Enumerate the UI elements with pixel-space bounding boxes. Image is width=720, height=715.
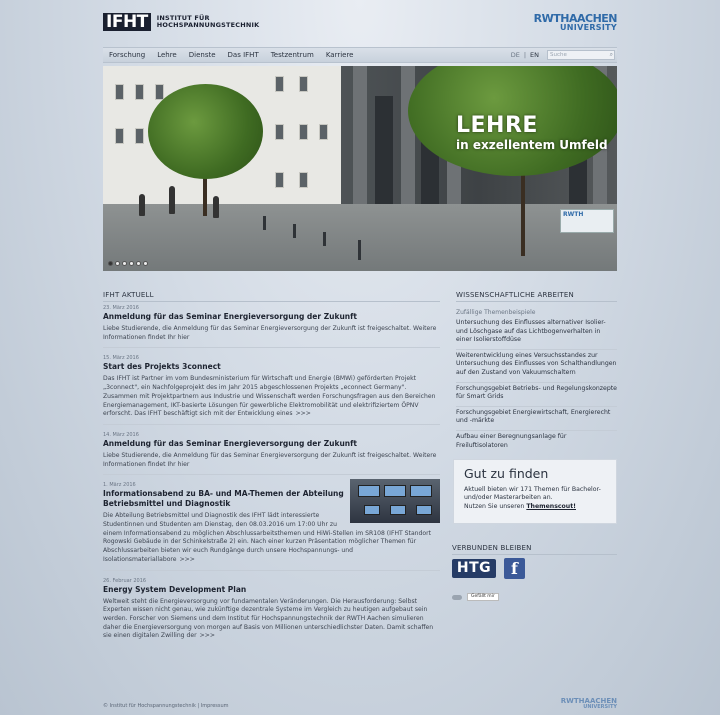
news-item xyxy=(103,431,440,475)
pedestrian xyxy=(213,196,219,218)
window xyxy=(135,128,144,144)
slider-dot-1[interactable] xyxy=(108,261,113,266)
window xyxy=(319,124,328,140)
rwth-sign: RWTH xyxy=(560,209,614,233)
slider-dot-5[interactable] xyxy=(136,261,141,266)
slider-dot-6[interactable] xyxy=(143,261,148,266)
theses-heading: WISSENSCHAFTLICHE ARBEITEN xyxy=(456,291,617,302)
lang-separator: | xyxy=(523,51,527,59)
bollard xyxy=(323,232,326,246)
thesis-link[interactable]: Aufbau einer Beregnungsanlage für Freiluftisolatoren xyxy=(456,432,567,449)
like-row xyxy=(452,593,499,601)
image-screen xyxy=(416,505,432,515)
rwth-logo-line-2: UNIVERSITY xyxy=(560,23,617,32)
search-input[interactable] xyxy=(547,50,615,60)
nav-item-forschung[interactable]: Forschung xyxy=(109,51,146,59)
bollard xyxy=(293,224,296,238)
news-title[interactable]: Anmeldung für das Seminar Energieversorgung der Zukunft xyxy=(103,438,357,448)
social-links xyxy=(452,558,525,579)
slider-dot-3[interactable] xyxy=(122,261,127,266)
logo-line-2: HOCHSPANNUNGSTECHNIK xyxy=(156,21,260,29)
facebook-icon[interactable]: f xyxy=(504,558,525,579)
news-item xyxy=(103,354,440,425)
footer-rwth-line-2: UNIVERSITY xyxy=(583,704,617,710)
theses-list xyxy=(456,304,617,454)
news-item xyxy=(103,304,440,348)
themenscout-prefix: Nutzen Sie unseren xyxy=(464,502,527,510)
page xyxy=(103,0,617,715)
image-screen xyxy=(410,485,432,497)
logo-line-1: INSTITUT FÜR xyxy=(156,13,210,22)
news-body xyxy=(103,375,440,419)
read-more-link[interactable]: >>> xyxy=(179,555,195,563)
rwth-logo[interactable] xyxy=(534,13,617,32)
themenscout-link[interactable]: Themenscout! xyxy=(526,502,576,510)
image-screen xyxy=(390,505,406,515)
news-image-control-room[interactable] xyxy=(350,479,440,523)
news-body: Liebe Studierende, die Anmeldung für das Seminar Energieversorgung der Zukunft ist freigeschaltet. Weitere Informationen findet Ihr hier xyxy=(103,325,437,341)
news-list xyxy=(103,304,440,652)
thesis-link[interactable]: Untersuchung des Einflusses alternativer Isolier- und Löschgase auf das Lichtbogenverhalten in einer Isolierstoffdüse xyxy=(456,317,617,350)
nav-item-lehre[interactable]: Lehre xyxy=(157,51,177,59)
news-body xyxy=(103,598,440,642)
pedestrian xyxy=(139,194,145,216)
news-item xyxy=(103,481,440,570)
slider-dot-2[interactable] xyxy=(115,261,120,266)
news-item xyxy=(103,577,440,647)
news-title[interactable]: Anmeldung für das Seminar Energieversorgung der Zukunft xyxy=(103,312,357,321)
nav-item-das-ifht[interactable]: Das IFHT xyxy=(227,51,259,59)
rwth-logo-line-1: RWTHAACHEN xyxy=(533,12,617,25)
window xyxy=(299,172,308,188)
thesis-link[interactable]: Weiterentwicklung eines Versuchsstandes zur Untersuchung des Einflusses von Schalthandlungen auf den Zustand von Vakuumschaltern xyxy=(456,350,617,383)
hero-title xyxy=(456,114,608,152)
read-more-link[interactable]: >>> xyxy=(199,632,215,640)
hero-ground xyxy=(103,204,617,271)
window xyxy=(155,84,164,100)
news-body-text: Das IFHT ist Partner im vom Bundesministerium für Wirtschaft und Energie (BMWi) geförderten Projekt „3connect", ein Nachfolgeprojekt des im Jahr 2015 abgeschlossenen Projekts „econnect Germany". Zusammen mit Projektpartnern aus Industrie und Wissenschaft werden Forschungsfragen aus den Bereichen Energiemanagement, IKT-basierte Lösungen für gewerbliche Elektromobilität und elektrifiziertem ÖPNV erforscht. Das IFHT beschäftigt sich mit der Entwicklung eines xyxy=(103,375,436,418)
lang-en[interactable]: EN xyxy=(530,51,539,59)
news-date: 1. März 2016 xyxy=(103,482,136,489)
hero-title-sub: in exzellentem Umfeld xyxy=(456,138,608,152)
thesis-link[interactable]: Forschungsgebiet Energiewirtschaft, Energierecht und -märkte xyxy=(456,407,617,431)
lang-de[interactable]: DE xyxy=(510,51,520,59)
image-screen xyxy=(384,485,406,497)
read-more-link[interactable]: >>> xyxy=(295,410,311,418)
window xyxy=(115,84,124,100)
news-body-text: Weltweit steht die Energieversorgung vor fundamentalen Veränderungen. Die Herausforderung: Selbst Experten wissen nicht genau, wie zukünftige dezentrale Systeme im Vergleich zu heutigen aufgebaut sein werden. Forscher von Siemens und dem Institut für Hochspannungstechnik der RWTH Aachen simulieren daher die Energieversorgung von morgen auf Basis von Millionen unterschiedlichster Daten. Damit schaffen sie einen digitalen Zwilling der xyxy=(103,597,434,640)
themenscout-line-2 xyxy=(464,503,606,511)
footer-rwth-line-1: RWTHAACHEN xyxy=(560,697,617,705)
window xyxy=(115,128,124,144)
slider-dot-4[interactable] xyxy=(129,261,134,266)
thesis-link[interactable]: Forschungsgebiet Betriebs- und Regelungskonzepte für Smart Grids xyxy=(456,383,617,407)
ifht-logo[interactable] xyxy=(103,13,259,31)
themenscout-title: Gut zu finden xyxy=(464,466,549,481)
news-body-text: Die Abteilung Betriebsmittel und Diagnostik des IFHT lädt interessierte Studentinnen und Studenten am Dienstag, den 08.03.2016 um 17:00 Uhr zu einem Informationsabend zu möglichen Abschlussarbeitsthemen und HiWi-Stellen im SR108 (IFHT Standort Rogowski Gebäude in der Schinkelstraße 2) ein. Nach einer kurzen Präsentation möglicher Themen für Abschlussarbeiten bieten wir euch Rundgänge durch unsere Hochspannungs- und Isolationsmateriallabore xyxy=(103,512,432,563)
window xyxy=(299,124,308,140)
news-date: 23. März 2016 xyxy=(103,305,139,311)
social-toggle[interactable] xyxy=(452,595,462,600)
window xyxy=(275,124,284,140)
window xyxy=(275,172,284,188)
window xyxy=(135,84,144,100)
htg-logo-link[interactable]: HTG xyxy=(452,559,496,578)
hero-slider[interactable] xyxy=(103,66,617,271)
news-title[interactable]: Informationsabend zu BA- und MA-Themen der Abteilung Betriebsmittel und Diagnostik xyxy=(103,489,344,509)
search-icon[interactable]: ⌕ xyxy=(609,51,613,58)
nav-right xyxy=(509,50,617,60)
news-date: 15. März 2016 xyxy=(103,355,139,362)
nav-item-testzentrum[interactable]: Testzentrum xyxy=(270,51,314,59)
bollard xyxy=(263,216,266,230)
bollard xyxy=(358,240,361,260)
window xyxy=(299,76,308,92)
image-screen xyxy=(358,485,380,497)
footer-text[interactable]: © Institut für Hochspannungstechnik | Impressum xyxy=(103,703,229,709)
search-placeholder: Suche xyxy=(550,52,567,58)
window xyxy=(275,76,284,92)
main-nav xyxy=(103,47,617,63)
news-title[interactable]: Energy System Development Plan xyxy=(103,584,247,594)
themenscout-box xyxy=(453,459,617,524)
nav-item-karriere[interactable]: Karriere xyxy=(325,51,354,59)
news-title[interactable]: Start des Projekts 3connect xyxy=(103,362,221,372)
slider-dots xyxy=(108,261,150,266)
hero-title-main: LEHRE xyxy=(456,113,538,138)
news-body: Liebe Studierende, die Anmeldung für das Seminar Energieversorgung der Zukunft ist freigeschaltet. Weitere Informationen findet Ihr hier xyxy=(103,451,437,468)
footer-rwth-logo[interactable] xyxy=(561,698,617,710)
news-date: 14. März 2016 xyxy=(103,431,139,438)
nav-item-dienste[interactable]: Dienste xyxy=(188,51,216,59)
theses-subheading: Zufällige Themenbeispiele xyxy=(456,309,536,316)
tree-left xyxy=(148,84,263,179)
ifht-logo-text xyxy=(157,15,260,30)
connect-heading: VERBUNDEN BLEIBEN xyxy=(452,544,617,555)
facebook-like-button[interactable]: Gefällt mir xyxy=(467,593,499,601)
news-heading: IFHT AKTUELL xyxy=(103,291,440,302)
pedestrian xyxy=(169,186,175,214)
news-date: 26. Februar 2016 xyxy=(103,577,147,584)
image-screen xyxy=(364,505,380,515)
themenscout-text xyxy=(464,486,606,511)
ifht-logo-mark: IFHT xyxy=(103,13,151,31)
themenscout-line-1: Aktuell bieten wir 171 Themen für Bachelor- und/oder Masterarbeiten an. xyxy=(464,486,601,502)
